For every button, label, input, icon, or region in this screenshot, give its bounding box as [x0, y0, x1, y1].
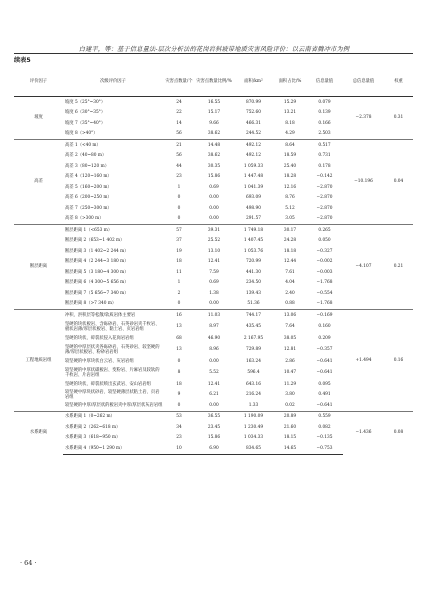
ratio-cell: 46.90	[207, 335, 221, 341]
info-cell: −1.768	[316, 280, 333, 286]
count-cell: 8	[177, 370, 181, 376]
info-cell: 0.050	[318, 238, 331, 244]
area-cell: 2 167.95	[243, 335, 264, 341]
info-cell: 2.503	[318, 131, 331, 137]
count-cell: 56	[176, 131, 182, 137]
count-cell: 18	[176, 259, 182, 265]
info-cell: 0.079	[306, 97, 343, 108]
sub-factor-cell: 断层距离 7（5 656~7 340 m）	[65, 290, 129, 296]
area-cell: 291.57	[245, 216, 262, 222]
ratio-cell: 8.96	[209, 347, 219, 353]
info-cell: −0.753	[306, 443, 343, 454]
area-cell: 216.24	[245, 392, 262, 398]
col-header-count: 灾害点数量/个	[163, 67, 195, 97]
info-cell: 0.209	[318, 335, 331, 341]
col-header-sub-factor: 次级评价因子	[63, 67, 163, 97]
sub-factor-cell: 高差 4（120~160 m）	[65, 174, 112, 180]
sub-factor-cell: 高差 6（200~250 m）	[65, 195, 112, 201]
count-cell: 1	[177, 280, 181, 286]
count-cell: 0	[177, 358, 181, 364]
info-cell: −0.142	[316, 174, 333, 180]
ratio-cell: 0.00	[209, 358, 219, 364]
area-cell: 1.33	[248, 402, 259, 408]
area-cell: 244.52	[245, 131, 262, 137]
ratio-cell: 0.00	[209, 301, 219, 307]
sub-factor-cell: 坚硬的块状板岩、含砾砂岩、石英砂岩夹千枚岩、板状岩薄/厚层状板岩、黏土岩、页岩岩组	[65, 321, 160, 332]
area-cell: 744.17	[233, 310, 274, 321]
total-info-cell: −2.378	[343, 97, 384, 140]
count-cell: 57	[163, 225, 195, 236]
area-ratio-cell: 18.15	[283, 435, 297, 441]
sub-factor-cell: 冲积、洪积层等松散/软质岩体主要岩	[63, 310, 163, 321]
area-cell: 643.16	[245, 381, 262, 387]
count-cell: 21	[163, 140, 195, 151]
ratio-cell: 0.00	[209, 216, 219, 222]
count-cell: 68	[176, 335, 182, 341]
factor-cell: 坡度	[14, 97, 63, 140]
info-cell: −0.554	[316, 290, 333, 296]
area-cell: 234.50	[245, 280, 262, 286]
area-ratio-cell: 12.81	[283, 347, 297, 353]
sub-factor-cell: 水系距离 1（0~262 m）	[63, 411, 163, 422]
area-ratio-cell: 10.47	[283, 370, 297, 376]
sub-factor-cell: 坡度 6（30°~35°）	[65, 110, 106, 116]
sub-factor-cell: 断层距离 2（653~1 402 m）	[65, 238, 125, 244]
area-cell: 51.36	[247, 301, 260, 307]
ratio-cell: 0.69	[209, 280, 219, 286]
info-cell: 0.166	[318, 120, 331, 126]
col-header-weight: 权重	[384, 67, 413, 97]
area-ratio-cell: 38.05	[283, 335, 297, 341]
area-cell: 492.12	[233, 140, 274, 151]
count-cell: 16	[163, 310, 195, 321]
col-header-area: 面积/km²	[233, 67, 274, 97]
total-info-cell: −4.107	[343, 225, 384, 310]
ratio-cell: 5.52	[209, 370, 219, 376]
count-cell: 24	[163, 97, 195, 108]
ratio-cell: 0.69	[209, 184, 219, 190]
sub-factor-cell: 断层距离 5（3 180~4 300 m）	[65, 269, 129, 275]
area-ratio-cell: 0.88	[285, 301, 295, 307]
area-ratio-cell: 8.64	[274, 140, 306, 151]
area-ratio-cell: 24.28	[283, 238, 297, 244]
area-ratio-cell: 18.59	[283, 153, 297, 159]
area-ratio-cell: 0.02	[285, 402, 295, 408]
area-cell: 1 749.18	[233, 225, 274, 236]
sub-factor-cell: 较坚硬的中厚块状白云岩、灰岩岩组	[65, 358, 134, 364]
area-cell: 1 190.09	[233, 411, 274, 422]
weight-cell: 0.16	[384, 310, 413, 412]
count-cell: 13	[176, 347, 182, 353]
col-header-info: 信息量值	[306, 67, 343, 97]
sub-factor-cell: 较坚硬中厚块状砂岩、较坚硬薄层状粘土岩、页岩岩组	[65, 389, 160, 400]
factor-cell: 水系距离	[14, 411, 63, 454]
count-cell: 56	[176, 153, 182, 159]
ratio-cell: 13.10	[207, 248, 221, 254]
area-ratio-cell: 15.29	[274, 97, 306, 108]
count-cell: 0	[177, 301, 181, 307]
area-cell: 834.65	[233, 443, 274, 454]
count-cell: 0	[177, 195, 181, 201]
count-cell: 34	[176, 424, 182, 430]
sub-factor-cell: 坡度 5（25°~30°）	[63, 97, 163, 108]
area-ratio-cell: 8.76	[285, 195, 295, 201]
area-cell: 752.60	[245, 110, 262, 116]
count-cell: 22	[176, 110, 182, 116]
info-cell: 0.082	[318, 424, 331, 430]
table-row	[14, 225, 413, 236]
area-ratio-cell: 13.21	[283, 110, 297, 116]
table-caption: 续表5	[14, 57, 31, 64]
sub-factor-cell: 坚硬的中厚层状夹各砾砂岩、石英砂岩、较坚硬的薄/厚层状板岩、粉砂岩岩组	[65, 344, 160, 355]
info-cell: −0.641	[316, 402, 333, 408]
count-cell: 23	[176, 174, 182, 180]
col-header-area-ratio: 面积占比/%	[274, 67, 306, 97]
count-cell: 13	[176, 324, 182, 330]
sub-factor-cell: 高差 1（<40 m）	[63, 140, 163, 151]
sub-factor-cell: 高差 7（250~300 m）	[65, 205, 112, 211]
info-cell: 0.160	[318, 324, 331, 330]
ratio-cell: 15.17	[207, 110, 221, 116]
count-cell: 11	[176, 269, 182, 275]
area-ratio-cell: 25.40	[283, 163, 297, 169]
ratio-cell: 1.38	[209, 290, 219, 296]
area-ratio-cell: 13.06	[274, 310, 306, 321]
area-ratio-cell: 4.04	[285, 280, 295, 286]
info-cell: −2.870	[316, 205, 333, 211]
ratio-cell: 38.62	[207, 153, 221, 159]
sub-factor-cell: 断层距离 4（2 244~3 180 m）	[65, 259, 129, 265]
count-cell: 10	[163, 443, 195, 454]
area-cell: 870.99	[233, 97, 274, 108]
area-cell: 596.4	[247, 370, 260, 376]
info-cell: −2.870	[316, 195, 333, 201]
table-body	[14, 97, 413, 455]
count-cell: 23	[176, 435, 182, 441]
ratio-cell: 0.00	[209, 402, 219, 408]
info-cell: −0.169	[306, 310, 343, 321]
area-ratio-cell: 11.29	[283, 381, 297, 387]
ratio-cell: 6.21	[209, 392, 219, 398]
total-info-cell: +1.494	[343, 310, 384, 412]
col-header-factor: 评价因子	[14, 67, 63, 97]
area-cell: 435.45	[245, 324, 262, 330]
area-cell: 693.09	[245, 195, 262, 201]
table-header-row	[14, 67, 413, 97]
area-cell: 720.99	[245, 259, 262, 265]
area-cell: 1 230.49	[243, 424, 264, 430]
table-row	[14, 140, 413, 151]
count-cell: 2	[177, 290, 181, 296]
area-cell: 1 041.39	[243, 184, 264, 190]
sub-factor-cell: 水系距离 4（950~1 290 m）	[63, 443, 163, 454]
sub-factor-cell: 较坚硬的中厚状碳板岩、变粉岩、片麻岩及较软的千枚岩、片岩岩组	[65, 367, 160, 378]
area-cell: 1 059.33	[243, 163, 264, 169]
total-info-cell: −10.196	[343, 140, 384, 225]
count-cell: 0	[177, 216, 181, 222]
info-cell: 0.178	[318, 163, 331, 169]
area-cell: 1 053.76	[243, 248, 264, 254]
sub-factor-cell: 水系距离 3（618~950 m）	[65, 435, 121, 441]
factor-cell: 高差	[14, 140, 63, 225]
area-ratio-cell: 12.16	[283, 184, 297, 190]
area-cell: 139.43	[245, 290, 262, 296]
count-cell: 0	[177, 205, 181, 211]
area-ratio-cell: 2.40	[285, 290, 295, 296]
area-ratio-cell: 14.65	[274, 443, 306, 454]
area-ratio-cell: 3.80	[285, 392, 295, 398]
ratio-cell: 6.90	[195, 443, 233, 454]
weight-cell: 0.31	[384, 97, 413, 140]
sub-factor-cell: 断层距离 3（1 402~2 244 m）	[65, 248, 129, 254]
info-cell: −0.641	[316, 358, 333, 364]
info-cell: −0.003	[316, 269, 333, 275]
count-cell: 1	[177, 184, 181, 190]
info-cell: 0.517	[306, 140, 343, 151]
weight-cell: 0.08	[384, 411, 413, 454]
ratio-cell: 39.31	[195, 225, 233, 236]
factor-cell: 工程地质岩组	[14, 310, 63, 412]
sub-factor-cell: 断层距离 8（>7 340 m）	[65, 301, 117, 307]
sub-factor-cell: 水系距离 2（262~618 m）	[65, 424, 121, 430]
info-cell: 0.559	[306, 411, 343, 422]
page-number: · 64 ·	[20, 559, 37, 567]
info-cell: 0.139	[318, 110, 331, 116]
data-table	[14, 67, 413, 455]
count-cell: 19	[176, 248, 182, 254]
factor-cell: 断层距离	[14, 225, 63, 310]
info-cell: −0.641	[316, 370, 333, 376]
area-ratio-cell: 12.44	[283, 259, 297, 265]
ratio-cell: 11.03	[195, 310, 233, 321]
count-cell: 0	[177, 402, 181, 408]
info-cell: −0.327	[316, 248, 333, 254]
ratio-cell: 8.97	[209, 324, 219, 330]
area-cell: 163.24	[245, 358, 262, 364]
area-ratio-cell: 30.17	[274, 225, 306, 236]
count-cell: 37	[176, 238, 182, 244]
count-cell: 14	[176, 120, 182, 126]
sub-factor-cell: 高差 8（>300 m）	[65, 216, 104, 222]
sub-factor-cell: 高差 5（160~200 m）	[65, 184, 112, 190]
header-rule	[14, 53, 413, 54]
ratio-cell: 30.35	[207, 163, 221, 169]
area-ratio-cell: 18.18	[283, 248, 297, 254]
table-row	[14, 310, 413, 321]
sub-factor-cell: 高差 2（40~80 m）	[65, 153, 107, 159]
area-ratio-cell: 20.89	[274, 411, 306, 422]
ratio-cell: 23.45	[207, 424, 221, 430]
info-cell: −0.002	[316, 259, 333, 265]
sub-factor-cell: 坡度 7（35°~40°）	[65, 120, 106, 126]
area-cell: 498.90	[245, 205, 262, 211]
ratio-cell: 7.59	[209, 269, 219, 275]
ratio-cell: 15.86	[207, 174, 221, 180]
area-ratio-cell: 3.05	[285, 216, 295, 222]
area-cell: 441.30	[245, 269, 262, 275]
area-ratio-cell: 21.60	[283, 424, 297, 430]
area-cell: 1 034.33	[243, 435, 264, 441]
ratio-cell: 9.66	[209, 120, 219, 126]
table-row	[14, 411, 413, 422]
info-cell: 0.095	[318, 381, 331, 387]
ratio-cell: 25.52	[207, 238, 221, 244]
sub-factor-cell: 较坚硬的中厚/厚层状的板岩夹中厚/厚层状灰岩岩组	[65, 402, 163, 408]
area-ratio-cell: 2.86	[285, 358, 295, 364]
sub-factor-cell: 坚硬的块状、碎裂状喷出玄武岩、安山岩岩组	[65, 381, 151, 387]
ratio-cell: 0.00	[209, 205, 219, 211]
sub-factor-cell: 高差 3（80~120 m）	[65, 163, 109, 169]
weight-cell: 0.04	[384, 140, 413, 225]
ratio-cell: 15.86	[207, 435, 221, 441]
area-ratio-cell: 4.29	[285, 131, 295, 137]
area-ratio-cell: 7.61	[285, 269, 295, 275]
area-cell: 492.12	[245, 153, 262, 159]
ratio-cell: 36.55	[195, 411, 233, 422]
info-cell: −0.357	[316, 347, 333, 353]
area-cell: 1 447.48	[243, 174, 264, 180]
sub-factor-cell: 坡度 8（>40°）	[65, 131, 98, 137]
sub-factor-cell: 坚硬的块状、碎裂状侵入花岗岩岩组	[65, 335, 134, 341]
count-cell: 9	[177, 392, 181, 398]
area-ratio-cell: 18.28	[283, 174, 297, 180]
area-cell: 729.89	[245, 347, 262, 353]
info-cell: −2.870	[316, 216, 333, 222]
count-cell: 18	[176, 381, 182, 387]
ratio-cell: 12.41	[207, 381, 221, 387]
info-cell: 0.731	[318, 153, 331, 159]
info-cell: −1.768	[316, 301, 333, 307]
info-cell: −0.135	[316, 435, 333, 441]
ratio-cell: 14.48	[195, 140, 233, 151]
count-cell: 53	[163, 411, 195, 422]
total-info-cell: −1.436	[343, 411, 384, 454]
table-row	[14, 97, 413, 108]
ratio-cell: 16.55	[195, 97, 233, 108]
ratio-cell: 12.41	[207, 259, 221, 265]
info-cell: −2.870	[316, 184, 333, 190]
area-cell: 1 407.45	[243, 238, 264, 244]
info-cell: 0.491	[318, 392, 331, 398]
count-cell: 44	[176, 163, 182, 169]
sub-factor-cell: 断层距离 1（<653 m）	[63, 225, 163, 236]
running-header: 白建平，等：基于信息量法-层次分析法的花岗岩斜坡带地质灾害风险评价：以云南省腾冲市为例	[78, 46, 350, 53]
col-header-ratio: 灾害点数量比例/%	[195, 67, 233, 97]
sub-factor-cell: 断层距离 6（4 300~5 656 m）	[65, 280, 129, 286]
area-ratio-cell: 7.64	[285, 324, 295, 330]
area-ratio-cell: 8.18	[285, 120, 295, 126]
ratio-cell: 38.62	[207, 131, 221, 137]
weight-cell: 0.21	[384, 225, 413, 310]
info-cell: 0.265	[306, 225, 343, 236]
area-cell: 466.31	[245, 120, 262, 126]
col-header-total-info: 总信息量值	[343, 67, 384, 97]
area-ratio-cell: 5.12	[285, 205, 295, 211]
ratio-cell: 0.00	[209, 195, 219, 201]
